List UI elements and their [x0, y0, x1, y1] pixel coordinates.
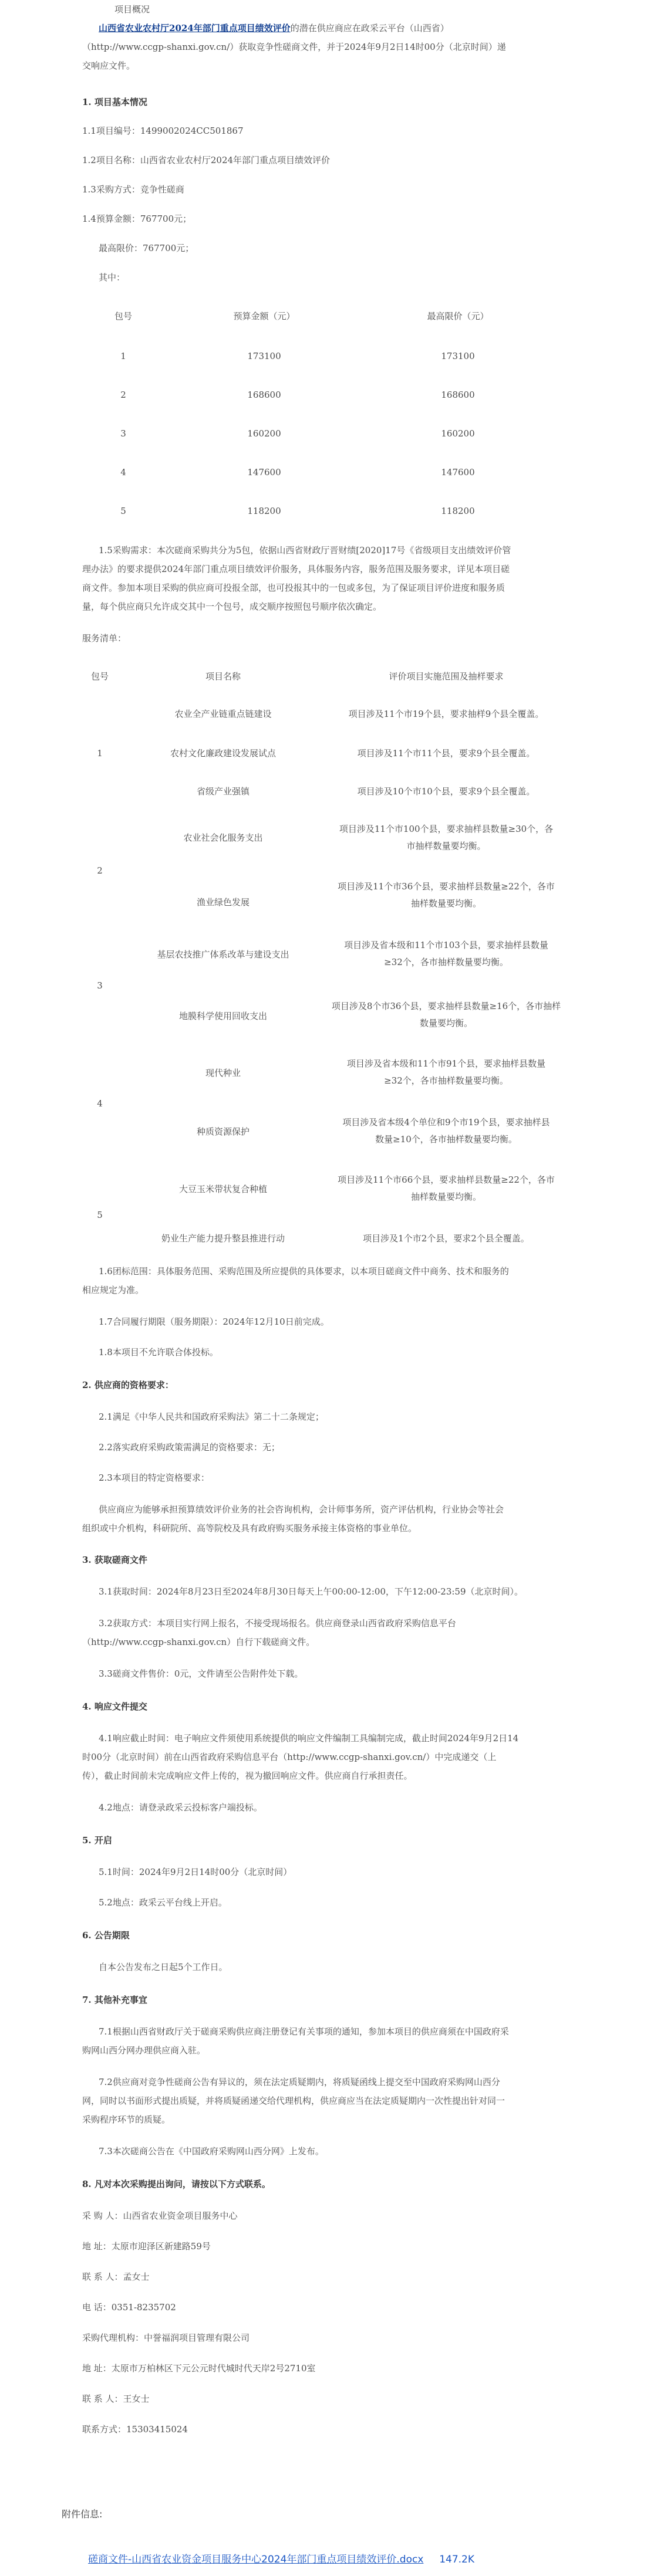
- table-cell: 173100: [441, 351, 475, 361]
- table-cell: 118200: [247, 506, 281, 516]
- obtain-method-line-2: （http://www.ccgp-shanxi.gov.cn）自行下载磋商文件。: [82, 1637, 315, 1647]
- table-cell: 168600: [441, 390, 475, 400]
- obtain-time: 3.1获取时间：2024年8月23日至2024年8月30日每天上午00:00-12:00，下午12:00-23:59（北京时间）。: [99, 1586, 524, 1597]
- service-item-name: 省级产业强镇: [196, 786, 250, 797]
- table-cell: 160200: [441, 428, 475, 439]
- deadline-line-3: 传），截止时间前未完成响应文件上传的，视为撤回响应文件。供应商自行承担责任。: [82, 1771, 413, 1781]
- service-item-requirement: 项目涉及省本级和11个市91个县，要求抽样县数量: [346, 1058, 546, 1069]
- table-cell: 1: [120, 351, 126, 361]
- attachment-row: [88, 2553, 474, 2566]
- purchaser-name: 采 购 人：山西省农业资金项目服务中心: [82, 2211, 238, 2221]
- table-header: 包号: [114, 311, 132, 321]
- service-item-requirement: 数量≥10个，各市抽样数量要均衡。: [375, 1134, 517, 1145]
- intro-line-1: [99, 22, 449, 35]
- section-8-heading: 8. 凡对本次采购提出询问，请按以下方式联系。: [82, 2179, 271, 2189]
- purchaser-contact: 联 系 人：孟女士: [82, 2272, 150, 2282]
- supplement-7-2-line-2: 网，同时以书面形式提出质疑，并将质疑函递交给代理机构，供应商应当在法定质疑期内一次性提出针对同一: [82, 2096, 505, 2106]
- service-item-requirement: 项目涉及11个市11个县，要求9个县全覆盖。: [357, 748, 535, 759]
- service-item-name: 现代种业: [205, 1068, 241, 1078]
- table-header: 最高限价（元）: [427, 311, 489, 321]
- table-header: 包号: [90, 671, 109, 682]
- table-cell: 118200: [441, 506, 475, 516]
- service-item-requirement: 项目涉及省本级4个单位和9个市19个县，要求抽样县: [342, 1117, 550, 1128]
- service-item-requirement: ≥32个，各市抽样数量要均衡。: [384, 1075, 508, 1086]
- attachments-label: 附件信息:: [62, 2509, 103, 2520]
- service-item-requirement: 项目涉及8个市36个县，要求抽样县数量≥16个，各市抽样: [331, 1001, 561, 1011]
- requirements-line-3: 商文件。参加本项目采购的供应商可投报全部，也可投报其中的一包或多包，为了保证项目评价进度和服务质: [82, 583, 505, 593]
- deadline-line-1: 4.1响应截止时间：电子响应文件须使用系统提供的响应文件编制工具编制完成，截止时间2024年9月2日14: [99, 1733, 519, 1744]
- opening-time: 5.1时间：2024年9月2日14时00分（北京时间）: [99, 1867, 292, 1877]
- section-5-heading: 5. 开启: [82, 1835, 112, 1846]
- qualification-2-2: 2.2落实政府采购政策需满足的资格要求：无；: [99, 1442, 280, 1453]
- intro-line-1-rest: 的潜在供应商应在政采云平台（山西省）: [290, 23, 449, 33]
- service-item-name: 大豆玉米带状复合种植: [178, 1184, 267, 1194]
- purchaser-phone: 电 话：0351-8235702: [82, 2302, 176, 2313]
- supplement-7-1-line-1: 7.1根据山西省财政厅关于磋商采购供应商注册登记有关事项的通知，参加本项目的供应商须在中国政府采: [99, 2026, 509, 2037]
- attachment-file-size: 147.2K: [439, 2554, 475, 2565]
- service-item-name: 农业全产业链重点链建设: [174, 709, 272, 719]
- service-item-requirement: 抽样数量要均衡。: [410, 1191, 481, 1202]
- document-price: 3.3磋商文件售价：0元，文件请至公告附件处下载。: [99, 1668, 304, 1679]
- table-cell: 147600: [247, 467, 281, 478]
- requirements-line-2: 理办法》的要求提供2024年部门重点项目绩效评价服务，具体服务内容，服务范围及服务要求，详见本项目磋: [82, 564, 510, 574]
- contract-period: 1.7合同履行期限（服务期限）：2024年12月10日前完成。: [99, 1316, 329, 1327]
- scope-line-1: 1.6团标范围：具体服务范围、采购范围及所应提供的具体要求，以本项目磋商文件中商务、技术和服务的: [99, 1266, 509, 1277]
- submission-location: 4.2地点：请登录政采云投标客户端投标。: [99, 1802, 262, 1813]
- agency-phone: 联系方式：15303415024: [82, 2424, 188, 2435]
- section-2-heading: 2. 供应商的资格要求：: [82, 1380, 174, 1390]
- table-cell: 173100: [247, 351, 281, 361]
- section-1-heading: 1. 项目基本情况: [82, 97, 147, 107]
- table-header: 项目名称: [205, 671, 241, 682]
- table-cell: 168600: [247, 390, 281, 400]
- package-number: 4: [97, 1098, 103, 1109]
- table-cell: 160200: [247, 428, 281, 439]
- of-which-label: 其中：: [99, 272, 126, 283]
- supplement-7-3: 7.3本次磋商公告在《中国政府采购网山西分网》上发布。: [99, 2146, 324, 2157]
- service-item-requirement: 数量要均衡。: [419, 1018, 473, 1028]
- service-item-requirement: 抽样数量要均衡。: [410, 898, 481, 909]
- deadline-line-2: 时00分（北京时间）前在山西省政府采购信息平台（http://www.ccgp-shanxi.gov.cn/）中完成递交（上: [82, 1752, 497, 1762]
- package-number: 2: [97, 865, 103, 876]
- service-item-name: 种质资源保护: [196, 1126, 250, 1137]
- service-item-requirement: ≥32个，各市抽样数量要均衡。: [384, 957, 508, 967]
- table-cell: 3: [120, 428, 126, 439]
- service-item-requirement: 项目涉及10个市10个县，要求9个县全覆盖。: [357, 786, 535, 797]
- project-title-link[interactable]: 山西省农业农村厅2024年部门重点项目绩效评价: [99, 23, 291, 33]
- table-header: 预算金额（元）: [233, 311, 295, 321]
- service-item-name: 基层农技推广体系改革与建设支出: [157, 949, 289, 960]
- package-number: 5: [97, 1210, 103, 1220]
- attachment-file-link[interactable]: 磋商文件-山西省农业资金项目服务中心2024年部门重点项目绩效评价.docx: [88, 2554, 424, 2565]
- service-list-label: 服务清单：: [82, 633, 127, 644]
- service-item-requirement: 项目涉及11个市66个县，要求抽样县数量≥22个，各市: [338, 1174, 555, 1185]
- qualification-detail-line-2: 组织或中介机构，科研院所、高等院校及具有政府购买服务承接主体资格的事业单位。: [82, 1523, 417, 1534]
- opening-location: 5.2地点：政采云平台线上开启。: [99, 1897, 227, 1908]
- service-item-name: 农业社会化服务支出: [183, 832, 263, 843]
- requirements-line-4: 量，每个供应商只允许成交其中一个包号，成交顺序按照包号顺序依次确定。: [82, 601, 382, 612]
- supplement-7-1-line-2: 购网山西分网办理供应商入驻。: [82, 2045, 206, 2056]
- table-header: 评价项目实施范围及抽样要求: [389, 671, 504, 682]
- intro-line-3: 交响应文件。: [82, 60, 136, 71]
- package-number: 1: [97, 748, 103, 759]
- requirements-line-1: 1.5采购需求：本次磋商采购共分为5包，依据山西省财政厅晋财绩[2020]17号《省级项目支出绩效评价管: [99, 545, 511, 556]
- project-name: 1.2项目名称：山西省农业农村厅2024年部门重点项目绩效评价: [82, 155, 331, 165]
- supplement-7-2-line-1: 7.2供应商对竞争性磋商公告有异议的，须在法定质疑期内，将质疑函线上提交至中国政府采购网山西分: [99, 2077, 500, 2087]
- service-item-name: 渔业绿色发展: [196, 897, 250, 908]
- budget-amount: 1.4预算金额：767700元；: [82, 214, 192, 224]
- procurement-method: 1.3采购方式：竞争性磋商: [82, 184, 184, 195]
- qualification-2-1: 2.1满足《中华人民共和国政府采购法》第二十二条规定；: [99, 1411, 324, 1422]
- qualification-2-3: 2.3本项目的特定资格要求：: [99, 1473, 210, 1483]
- section-6-heading: 6. 公告期限: [82, 1930, 130, 1941]
- service-item-requirement: 项目涉及11个市19个县，要求抽样9个县全覆盖。: [348, 709, 544, 719]
- service-item-name: 农村文化廉政建设发展试点: [170, 748, 276, 759]
- scope-line-2: 相应规定为准。: [82, 1285, 144, 1295]
- table-cell: 5: [120, 506, 126, 516]
- agency-name: 采购代理机构：中誉福润项目管理有限公司: [82, 2333, 250, 2343]
- table-cell: 4: [120, 467, 126, 478]
- service-item-requirement: 项目涉及省本级和11个市103个县，要求抽样县数量: [344, 940, 548, 950]
- no-consortium: 1.8本项目不允许联合体投标。: [99, 1347, 218, 1358]
- supplement-7-2-line-3: 采购程序环节的质疑。: [82, 2114, 171, 2125]
- qualification-detail-line-1: 供应商应为能够承担预算绩效评价业务的社会咨询机构，会计师事务所，资产评估机构，行业协会等社会: [99, 1504, 504, 1515]
- purchaser-address: 地 址：太原市迎泽区新建路59号: [82, 2241, 211, 2252]
- max-price: 最高限价：767700元；: [99, 243, 194, 253]
- obtain-method-line-1: 3.2获取方式：本项目实行网上报名，不接受现场报名。供应商登录山西省政府采购信息平台: [99, 1618, 456, 1629]
- section-4-heading: 4. 响应文件提交: [82, 1701, 147, 1712]
- table-cell: 2: [120, 390, 126, 400]
- package-number: 3: [97, 980, 103, 991]
- table-cell: 147600: [441, 467, 475, 478]
- agency-address: 地 址：太原市万柏林区下元公元时代城时代天岸2号2710室: [82, 2363, 316, 2374]
- announcement-period: 自本公告发布之日起5个工作日。: [99, 1962, 228, 1972]
- agency-contact: 联 系 人：王女士: [82, 2394, 150, 2404]
- section-7-heading: 7. 其他补充事宜: [82, 1995, 147, 2005]
- section-3-heading: 3. 获取磋商文件: [82, 1555, 147, 1565]
- intro-line-2: （http://www.ccgp-shanxi.gov.cn/）获取竞争性磋商文件，并于2024年9月2日14时00分（北京时间）递: [82, 42, 506, 52]
- service-item-requirement: 项目涉及11个市100个县，要求抽样县数量≥30个，各: [339, 824, 554, 834]
- project-overview-label: 项目概况: [114, 4, 150, 15]
- service-item-name: 地膜科学使用回收支出: [178, 1011, 267, 1021]
- service-item-requirement: 市抽样数量要均衡。: [406, 841, 486, 851]
- service-item-requirement: 项目涉及1个市2个县，要求2个县全覆盖。: [363, 1233, 530, 1244]
- service-item-requirement: 项目涉及11个市36个县，要求抽样县数量≥22个，各市: [338, 881, 555, 892]
- project-number: 1.1项目编号：1499002024CC501867: [82, 126, 244, 136]
- service-item-name: 奶业生产能力提升整县推进行动: [161, 1233, 285, 1244]
